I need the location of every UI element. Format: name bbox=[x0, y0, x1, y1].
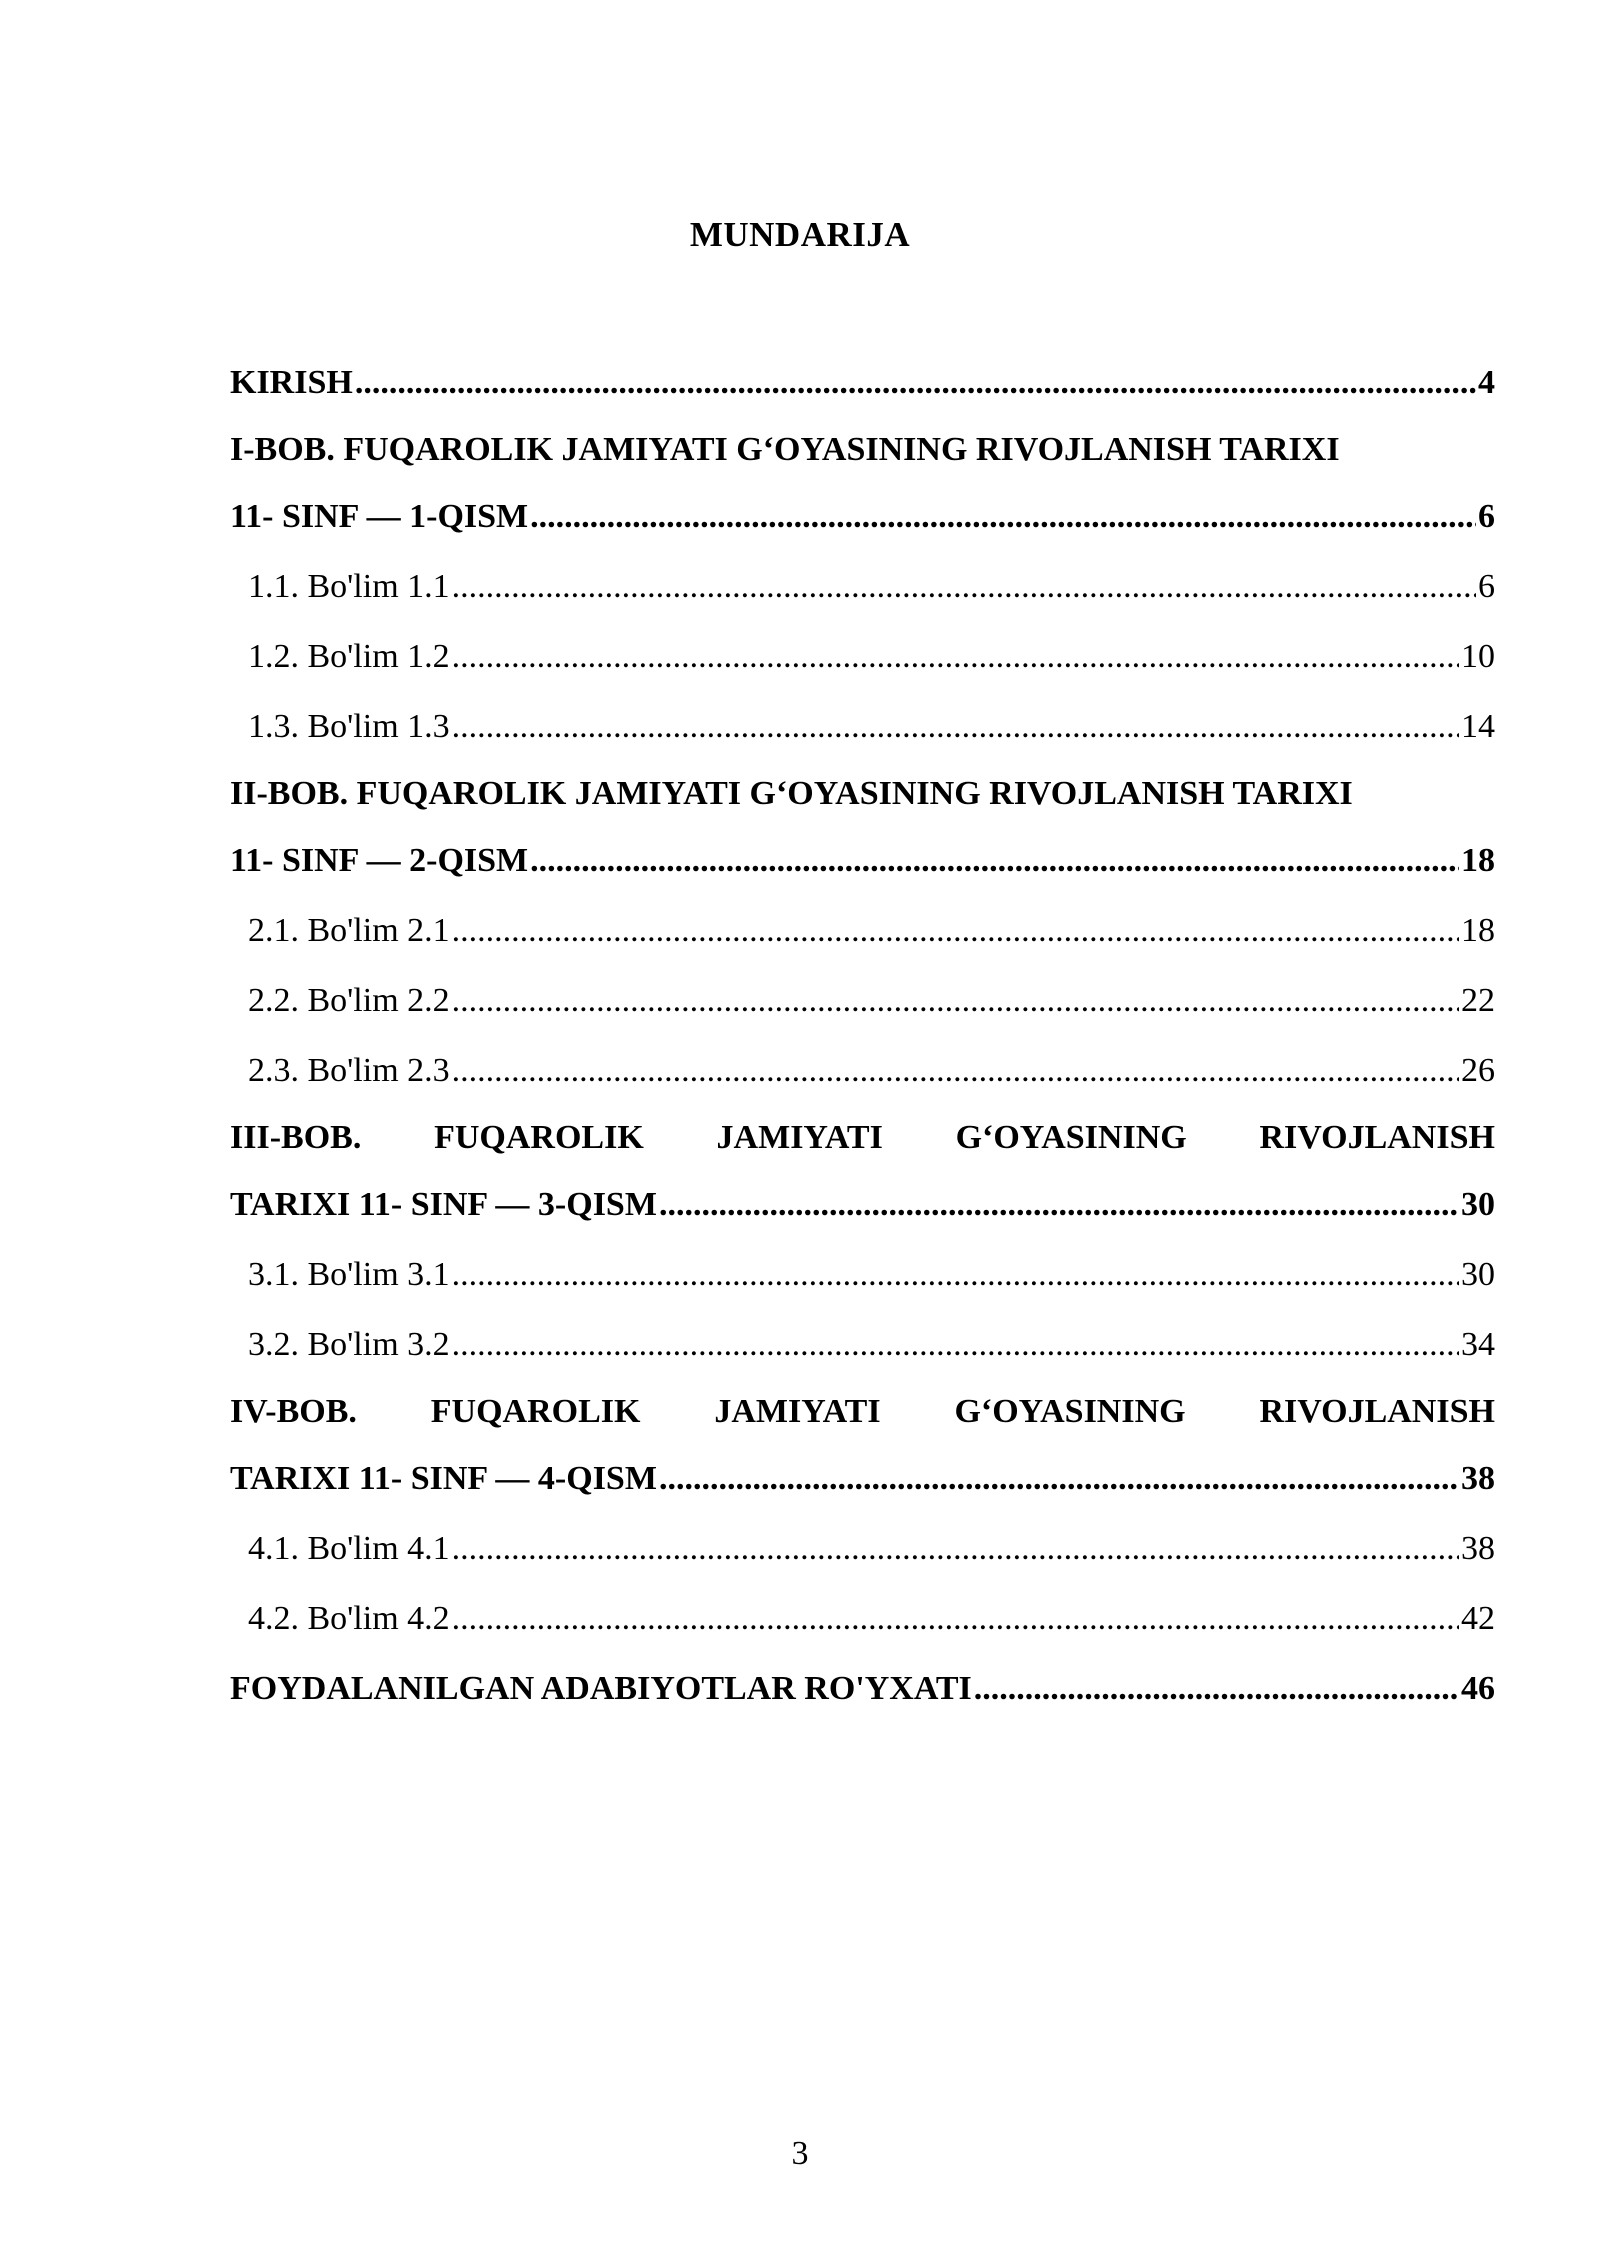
dot-leader bbox=[452, 552, 1476, 622]
dot-leader bbox=[974, 1654, 1459, 1724]
toc-entry-page: 6 bbox=[1478, 498, 1495, 535]
toc-entry-label: 1.2. Bo'lim 1.2 bbox=[248, 638, 450, 675]
toc-entry-label: 11- SINF — 2-QISM bbox=[230, 842, 529, 879]
toc-entry-page: 4 bbox=[1478, 364, 1495, 401]
toc-chapter-3-title[interactable] bbox=[230, 1106, 1495, 1170]
toc-entry-label: 3.1. Bo'lim 3.1 bbox=[248, 1256, 450, 1293]
toc-entry-label: 1.3. Bo'lim 1.3 bbox=[248, 708, 450, 745]
toc-entry-label: 2.1. Bo'lim 2.1 bbox=[248, 912, 450, 949]
toc-entry-page: 34 bbox=[1461, 1326, 1495, 1363]
toc-entry-page: 6 bbox=[1478, 568, 1495, 605]
dot-leader bbox=[530, 482, 1476, 552]
toc-entry-page: 30 bbox=[1461, 1186, 1495, 1223]
toc-entry-label: TARIXI 11- SINF — 3-QISM bbox=[230, 1186, 657, 1223]
page-title: MUNDARIJA bbox=[689, 215, 911, 254]
dot-leader bbox=[452, 1036, 1459, 1106]
heading-word: G‘OYASINING bbox=[954, 1393, 1186, 1430]
toc-entry-label: TARIXI 11- SINF — 4-QISM bbox=[230, 1460, 657, 1497]
toc-entry-label: 3.2. Bo'lim 3.2 bbox=[248, 1326, 450, 1363]
toc-entry-references[interactable] bbox=[230, 1654, 1495, 1724]
toc-entry-page: 18 bbox=[1461, 842, 1495, 879]
toc-entry-page: 30 bbox=[1461, 1256, 1495, 1293]
toc-entry-1-1[interactable] bbox=[230, 552, 1495, 622]
toc-entry-label: FOYDALANILGAN ADABIYOTLAR RO'YXATI bbox=[230, 1670, 972, 1707]
dot-leader bbox=[659, 1170, 1459, 1240]
toc-entry-label: I-BOB. FUQAROLIK JAMIYATI G‘OYASINING RIVOJLANISH TARIXI bbox=[230, 431, 1340, 468]
toc-entry-3-1[interactable] bbox=[230, 1240, 1495, 1310]
toc-entry-chapter-3[interactable] bbox=[230, 1170, 1495, 1240]
dot-leader bbox=[452, 1584, 1459, 1654]
heading-word: RIVOJLANISH bbox=[1259, 1393, 1495, 1430]
toc-entry-2-3[interactable] bbox=[230, 1036, 1495, 1106]
dot-leader bbox=[659, 1444, 1459, 1514]
toc-entry-page: 38 bbox=[1461, 1460, 1495, 1497]
toc-chapter-2-title[interactable] bbox=[230, 762, 1495, 826]
toc-entry-chapter-1[interactable] bbox=[230, 482, 1495, 552]
heading-word: RIVOJLANISH bbox=[1259, 1119, 1495, 1156]
toc-entry-chapter-2[interactable] bbox=[230, 826, 1495, 896]
toc-entry-label: 1.1. Bo'lim 1.1 bbox=[248, 568, 450, 605]
toc-entry-label: 2.3. Bo'lim 2.3 bbox=[248, 1052, 450, 1089]
toc-entry-label: 4.1. Bo'lim 4.1 bbox=[248, 1530, 450, 1567]
toc-entry-label: KIRISH bbox=[230, 364, 353, 401]
dot-leader bbox=[452, 966, 1459, 1036]
table-of-contents bbox=[230, 348, 1495, 1724]
dot-leader bbox=[452, 1310, 1459, 1380]
dot-leader bbox=[452, 692, 1459, 762]
toc-entry-label: II-BOB. FUQAROLIK JAMIYATI G‘OYASINING RIVOJLANISH TARIXI bbox=[230, 775, 1353, 812]
toc-entry-label: 2.2. Bo'lim 2.2 bbox=[248, 982, 450, 1019]
dot-leader bbox=[452, 896, 1459, 966]
toc-entry-page: 26 bbox=[1461, 1052, 1495, 1089]
heading-word: JAMIYATI bbox=[714, 1393, 881, 1430]
toc-entry-page: 38 bbox=[1461, 1530, 1495, 1567]
toc-entry-page: 46 bbox=[1461, 1670, 1495, 1707]
toc-entry-1-3[interactable] bbox=[230, 692, 1495, 762]
toc-entry-4-1[interactable] bbox=[230, 1514, 1495, 1584]
toc-entry-2-2[interactable] bbox=[230, 966, 1495, 1036]
justified-heading-line bbox=[230, 1106, 1495, 1170]
toc-entry-page: 22 bbox=[1461, 982, 1495, 1019]
heading-word: FUQAROLIK bbox=[430, 1393, 641, 1430]
toc-chapter-1-title[interactable] bbox=[230, 418, 1495, 482]
heading-word: FUQAROLIK bbox=[434, 1119, 644, 1156]
toc-entry-4-2[interactable] bbox=[230, 1584, 1495, 1654]
toc-entry-page: 42 bbox=[1461, 1600, 1495, 1637]
dot-leader bbox=[452, 1240, 1459, 1310]
toc-entry-1-2[interactable] bbox=[230, 622, 1495, 692]
toc-entry-label: 4.2. Bo'lim 4.2 bbox=[248, 1600, 450, 1637]
justified-heading-line bbox=[230, 1380, 1495, 1444]
toc-entry-3-2[interactable] bbox=[230, 1310, 1495, 1380]
toc-entry-chapter-4[interactable] bbox=[230, 1444, 1495, 1514]
toc-entry-page: 18 bbox=[1461, 912, 1495, 949]
heading-word: JAMIYATI bbox=[716, 1119, 883, 1156]
toc-entry-label: 11- SINF — 1-QISM bbox=[230, 498, 529, 535]
dot-leader bbox=[530, 826, 1459, 896]
dot-leader bbox=[452, 622, 1459, 692]
dot-leader bbox=[452, 1514, 1459, 1584]
heading-word: III-BOB. bbox=[230, 1119, 362, 1156]
page-number: 3 bbox=[791, 2135, 809, 2172]
toc-chapter-4-title[interactable] bbox=[230, 1380, 1495, 1444]
heading-word: IV-BOB. bbox=[230, 1393, 357, 1430]
toc-entry-kirish[interactable] bbox=[230, 348, 1495, 418]
toc-entry-2-1[interactable] bbox=[230, 896, 1495, 966]
heading-word: G‘OYASINING bbox=[955, 1119, 1187, 1156]
toc-entry-page: 14 bbox=[1461, 708, 1495, 745]
toc-entry-page: 10 bbox=[1461, 638, 1495, 675]
dot-leader bbox=[355, 348, 1476, 418]
